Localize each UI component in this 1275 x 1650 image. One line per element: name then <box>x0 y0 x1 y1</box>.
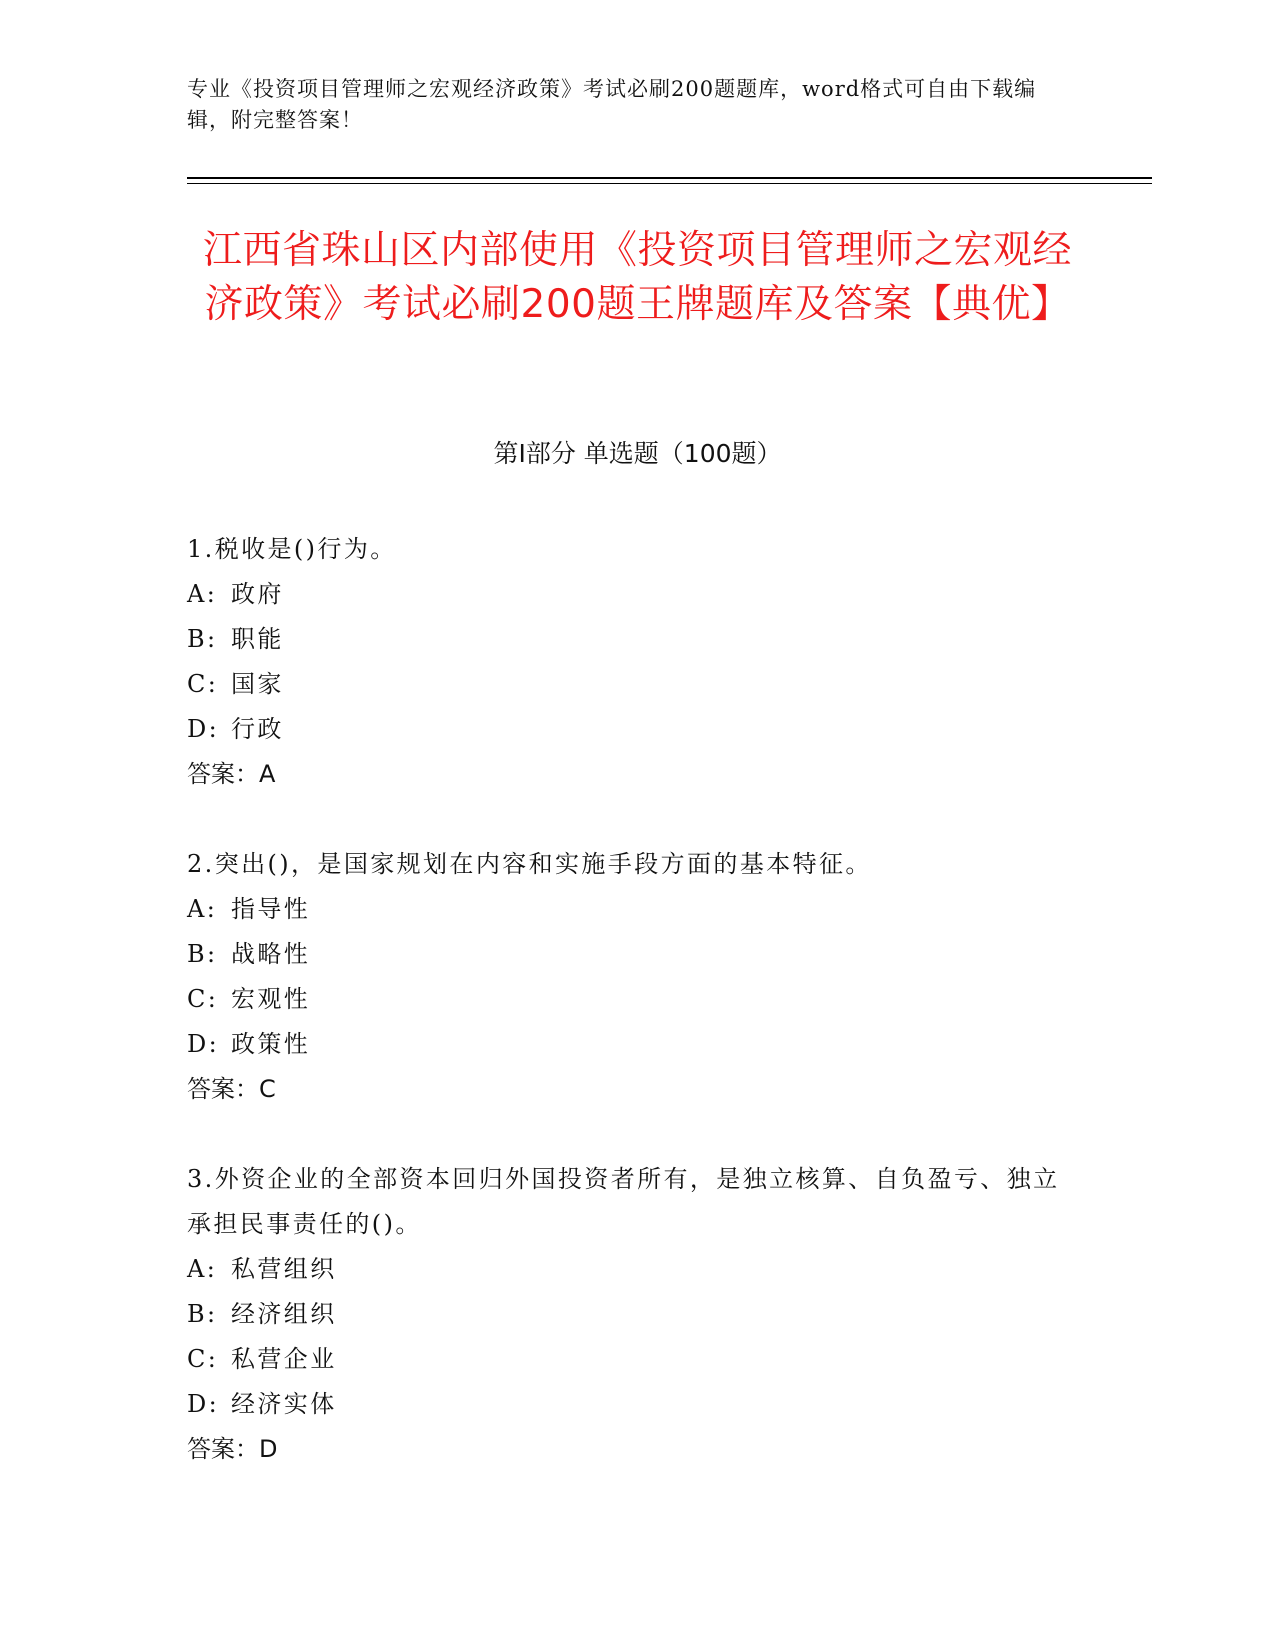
option-text: 政府 <box>231 580 284 608</box>
option-c <box>187 977 1077 1022</box>
option-text: 私营组织 <box>231 1255 337 1283</box>
question-item <box>187 842 1077 1112</box>
option-text: 经济实体 <box>231 1390 337 1418</box>
question-stem: 3.外资企业的全部资本回归外国投资者所有，是独立核算、自负盈亏、独立承担民事责任的()。 <box>187 1165 1060 1238</box>
option-text: 经济组织 <box>231 1300 337 1328</box>
option-key: B: <box>187 1300 218 1328</box>
header-divider-thick <box>187 177 1152 179</box>
option-key: D: <box>187 715 220 743</box>
option-d <box>187 1022 1077 1067</box>
question-item <box>187 1157 1077 1472</box>
answer-line: 答案：C <box>187 1075 276 1103</box>
section-heading: 第I部分 单选题（100题） <box>493 439 782 468</box>
option-key: B: <box>187 940 218 968</box>
option-key: A: <box>187 1255 218 1283</box>
option-text: 战略性 <box>231 940 311 968</box>
option-text: 政策性 <box>231 1030 311 1058</box>
option-key: A: <box>187 580 218 608</box>
option-key: C: <box>187 1345 219 1373</box>
option-text: 指导性 <box>231 895 311 923</box>
option-a <box>187 1247 1077 1292</box>
option-text: 国家 <box>231 670 284 698</box>
option-a <box>187 887 1077 932</box>
option-b <box>187 932 1077 977</box>
header-note: 专业《投资项目管理师之宏观经济政策》考试必刷200题题库，word格式可自由下载编辑，附完整答案！ <box>187 77 1037 132</box>
option-b <box>187 617 1077 662</box>
option-c <box>187 662 1077 707</box>
answer-line: 答案：A <box>187 760 276 788</box>
option-key: C: <box>187 985 219 1013</box>
option-d <box>187 707 1077 752</box>
option-text: 私营企业 <box>231 1345 337 1373</box>
question-stem: 2.突出()，是国家规划在内容和实施手段方面的基本特征。 <box>187 850 872 878</box>
question-list <box>187 527 1077 1517</box>
option-key: D: <box>187 1030 220 1058</box>
question-item <box>187 527 1077 797</box>
option-d <box>187 1382 1077 1427</box>
document-title: 江西省珠山区内部使用《投资项目管理师之宏观经济政策》考试必刷200题王牌题库及答案【典优】 <box>202 228 1072 327</box>
option-text: 行政 <box>231 715 284 743</box>
option-key: A: <box>187 895 218 923</box>
answer-line: 答案：D <box>187 1435 278 1463</box>
option-key: D: <box>187 1390 220 1418</box>
option-c <box>187 1337 1077 1382</box>
option-text: 宏观性 <box>231 985 311 1013</box>
option-b <box>187 1292 1077 1337</box>
option-key: B: <box>187 625 218 653</box>
option-key: C: <box>187 670 219 698</box>
header-divider-thin <box>187 183 1152 184</box>
option-text: 职能 <box>231 625 284 653</box>
option-a <box>187 572 1077 617</box>
question-stem: 1.税收是()行为。 <box>187 535 397 563</box>
